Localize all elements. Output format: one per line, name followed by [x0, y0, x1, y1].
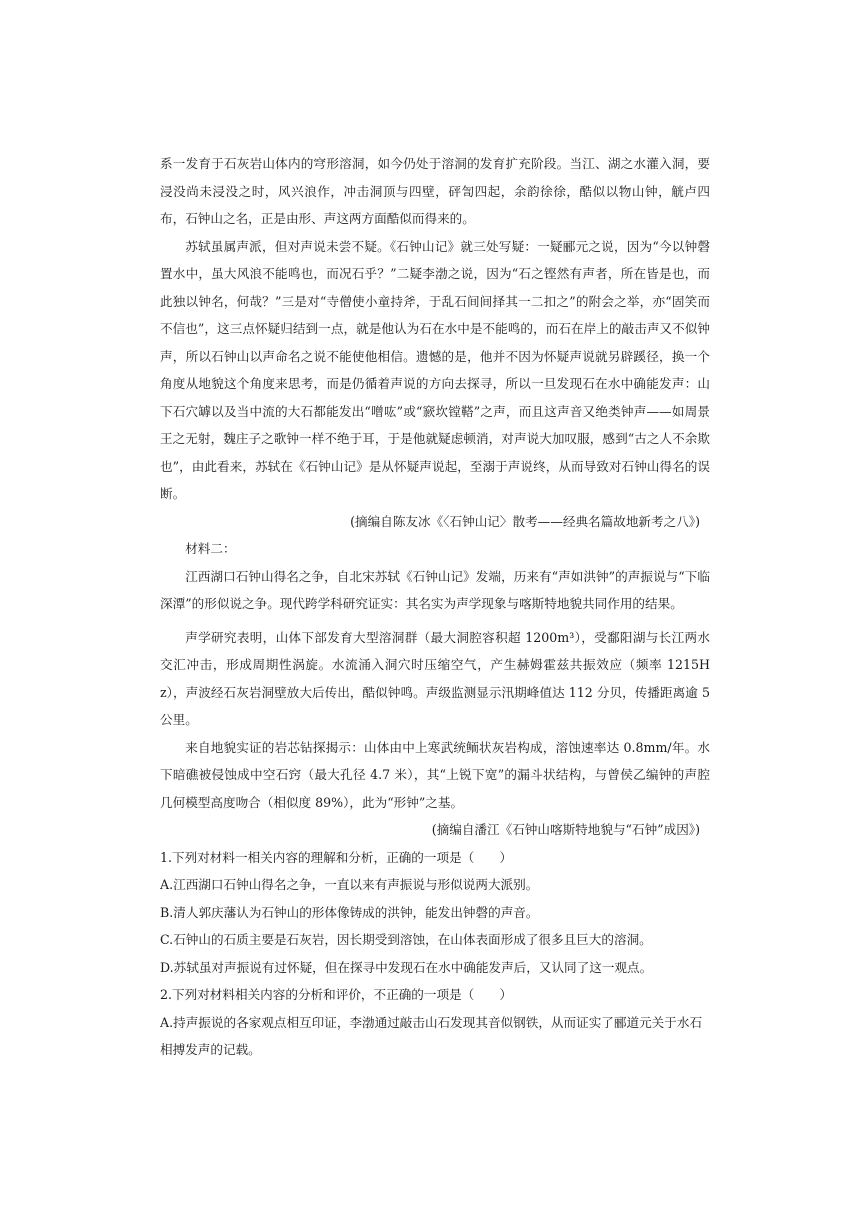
question-1-stem: 1.下列对材料一相关内容的理解和分析，正确的一项是（ ） — [160, 849, 513, 865]
material2-paragraph-3: 来自地貌实证的岩芯钻探揭示：山体由中上寒武统鲕状灰岩构成，溶蚀速率达 0.8mm/年。水下暗礁被侵蚀成中空石窍（最大孔径 4.7 米），其“上锐下宽”的漏斗状结构，与曾侯乙编钟的声腔几何模型高度吻合（相似度 89%），此为“形钟”之基。 — [160, 739, 710, 810]
material1-paragraph-2: 苏轼虽属声派，但对声说未尝不疑。《石钟山记》就三处写疑：一疑郦元之说，因为“今以钟磬置水中，虽大风浪不能鸣也，而况石乎？”二疑李渤之说，因为“石之铿然有声者，所在皆是也，而此独以钟名，何哉？”三是对“寺僧使小童持斧，于乱石间间择其一二扣之”的附会之举，亦“固笑而不信也”，这三点怀疑归结到一点，就是他认为石在水中是不能鸣的，而石在岸上的敲击声又不似钟声，所以石钟山以声命名之说不能使他相信。遗憾的是，他并不因为怀疑声说就另辟蹊径，换一个角度从地貌这个角度来思考，而是仍循着声说的方向去探寻，所以一旦发现石在水中确能发声：山下石穴罅以及当中流的大石都能发出“噌吰”或“窾坎镗鞳”之声，而且这声音又绝类钟声——如周景王之无射，魏庄子之歌钟一样不绝于耳，于是他就疑虑顿消，对声说大加叹服，感到“古之人不余欺也”，由此看来，苏轼在《石钟山记》是从怀疑声说起，至溺于声说终，从而导致对石钟山得名的误断。 — [160, 238, 710, 501]
question-1-option-b: B.清人郭庆藩认为石钟山的形体像铸成的洪钟，能发出钟磬的声音。 — [160, 904, 539, 920]
question-1-option-c: C.石钟山的石质主要是石灰岩，因长期受到溶蚀，在山体表面形成了很多且巨大的溶洞。 — [160, 932, 652, 947]
question-2-option-a: A.持声振说的各家观点相互印证，李渤通过敲击山石发现其音似钢铁，从而证实了郦道元关于水石相搏发声的记载。 — [160, 1014, 703, 1057]
material2-paragraph-2: 声学研究表明，山体下部发育大型溶洞群（最大洞腔容积超 1200m³），受鄱阳湖与长江两水交汇冲击，形成周期性涡旋。水流涌入洞穴时压缩空气，产生赫姆霍兹共振效应（频率 1215Hz），声波经石灰岩洞壁放大后传出，酷似钟鸣。声级监测显示汛期峰值达 112 分贝，传播距离逾 5 公里。 — [160, 629, 710, 727]
exam-page — [160, 150, 710, 1064]
material2-heading: 材料二： — [185, 541, 236, 556]
material2-source: (摘编自潘江《石钟山喀斯特地貌与“石钟”成因》) — [431, 822, 700, 837]
question-1-option-a: A.江西湖口石钟山得名之争，一直以来有声振说与形似说两大派别。 — [160, 877, 539, 892]
material2-paragraph-1: 江西湖口石钟山得名之争，自北宋苏轼《石钟山记》发端，历来有“声如洪钟”的声振说与“下临深潭”的形似说之争。现代跨学科研究证实：其名实为声学现象与喀斯特地貌共同作用的结果。 — [160, 568, 710, 611]
material1-paragraph-1: 系一发育于石灰岩山体内的穹形溶洞，如今仍处于溶洞的发育扩充阶段。当江、湖之水灌入洞，要浸没尚未浸没之时，风兴浪作，冲击洞顶与四壁，砰訇四起，余韵徐徐，酷似以物山钟，觥卢四布，石钟山之名，正是由形、声这两方面酷似而得来的。 — [160, 156, 710, 226]
question-1-option-d: D.苏轼虽对声振说有过怀疑，但在探寻中发现石在水中确能发声后，又认同了这一观点。 — [160, 959, 653, 975]
material1-source: (摘编自陈友冰《〈石钟山记〉散考——经典名篇故地新考之八》) — [350, 513, 700, 529]
question-2-stem: 2.下列对材料相关内容的分析和评价，不正确的一项是（ ） — [160, 987, 513, 1002]
